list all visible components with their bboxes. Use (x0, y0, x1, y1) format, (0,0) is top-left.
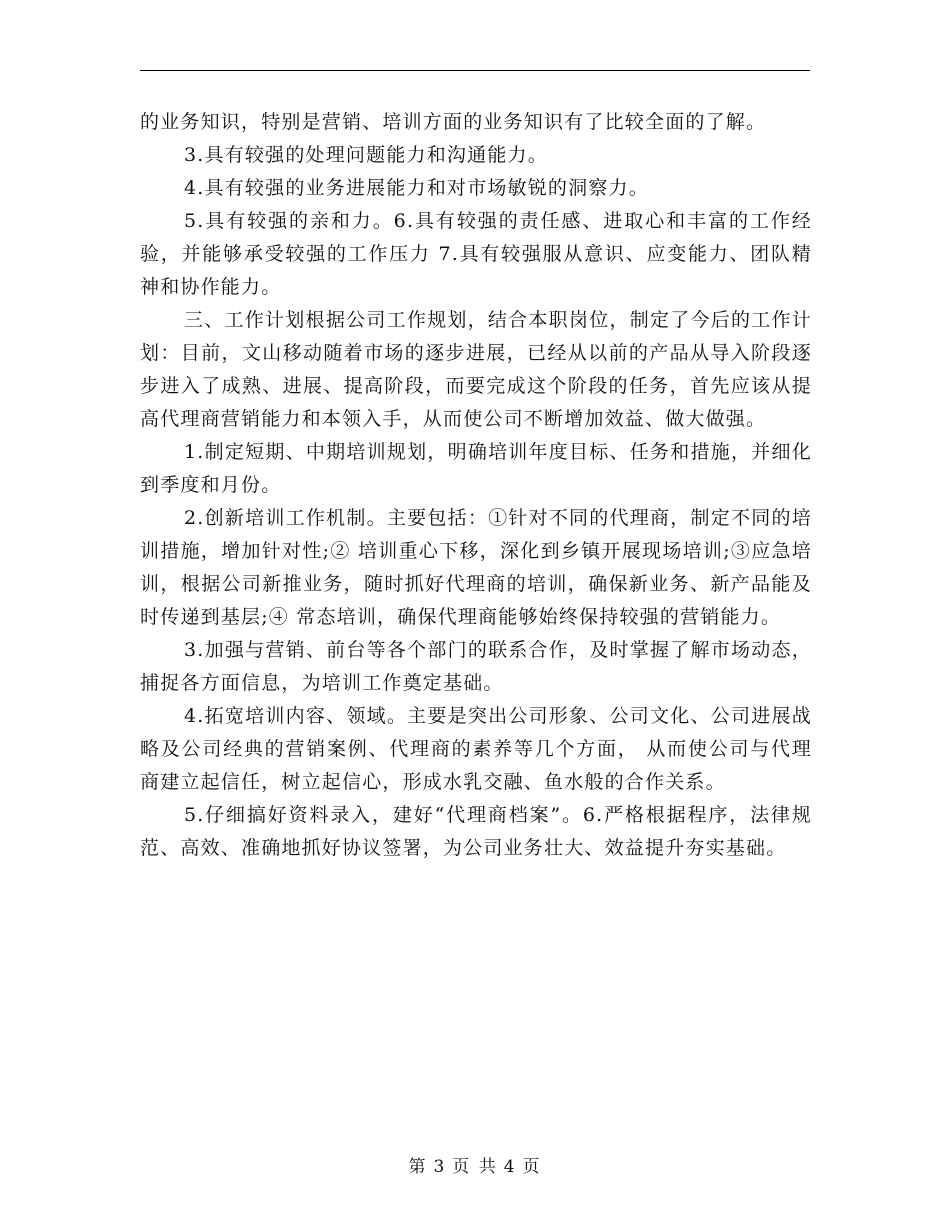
footer-total-pages: 4 (503, 1157, 517, 1177)
paragraph-item-3: 3.具有较强的处理问题能力和沟通能力。 (184, 144, 548, 166)
header-rule (140, 70, 810, 71)
paragraph-item-5-7: 5.具有较强的亲和力。6.具有较强的责任感、进取心和丰富的工作经验，并能够承受较强的工作压力 7.具有较强服从意识、应变能力、团队精神和协作能力。 (140, 210, 812, 298)
paragraph-section-3: 三、工作计划根据公司工作规划，结合本职岗位，制定了今后的工作计划：目前，文山移动随着市场的逐步进展，已经从以前的产品从导入阶段逐步进入了成熟、进展、提高阶段，而要完成这个阶段的任务，首先应该从提高代理商营销能力和本领入手，从而使公司不断增加效益、做大做强。 (140, 309, 812, 430)
footer-suffix: 页 (522, 1157, 542, 1177)
paragraph-plan-5-6: 5.仔细搞好资料录入，建好“代理商档案”。6.严格根据程序，法律规范、高效、准确地抓好协议签署，为公司业务壮大、效益提升夯实基础。 (140, 804, 812, 859)
footer-middle: 页 共 (452, 1157, 498, 1177)
paragraph-plan-1: 1.制定短期、中期培训规划，明确培训年度目标、任务和措施，并细化到季度和月份。 (140, 441, 812, 496)
document-body (140, 106, 812, 865)
paragraph-plan-4: 4.拓宽培训内容、领域。主要是突出公司形象、公司文化、公司进展战略及公司经典的营销案例、代理商的素养等几个方面， 从而使公司与代理商建立起信任，树立起信心，形成水乳交融、鱼水般的合作关系。 (140, 705, 812, 793)
page-footer (0, 1152, 950, 1177)
footer-prefix: 第 (408, 1157, 428, 1177)
paragraph-continuation: 的业务知识，特别是营销、培训方面的业务知识有了比较全面的了解。 (140, 111, 767, 133)
paragraph-item-4: 4.具有较强的业务进展能力和对市场敏锐的洞察力。 (184, 177, 649, 199)
paragraph-plan-2: 2.创新培训工作机制。主要包括：①针对不同的代理商，制定不同的培训措施，增加针对性;② 培训重心下移，深化到乡镇开展现场培训;③应急培训，根据公司新推业务，随时抓好代理商的培训，确保新业务、新产品能及时传递到基层;④ 常态培训，确保代理商能够始终保持较强的营销能力。 (140, 507, 812, 628)
paragraph-plan-3: 3.加强与营销、前台等各个部门的联系合作，及时掌握了解市场动态，捕捉各方面信息，为培训工作奠定基础。 (140, 639, 812, 694)
footer-current-page: 3 (433, 1157, 447, 1177)
